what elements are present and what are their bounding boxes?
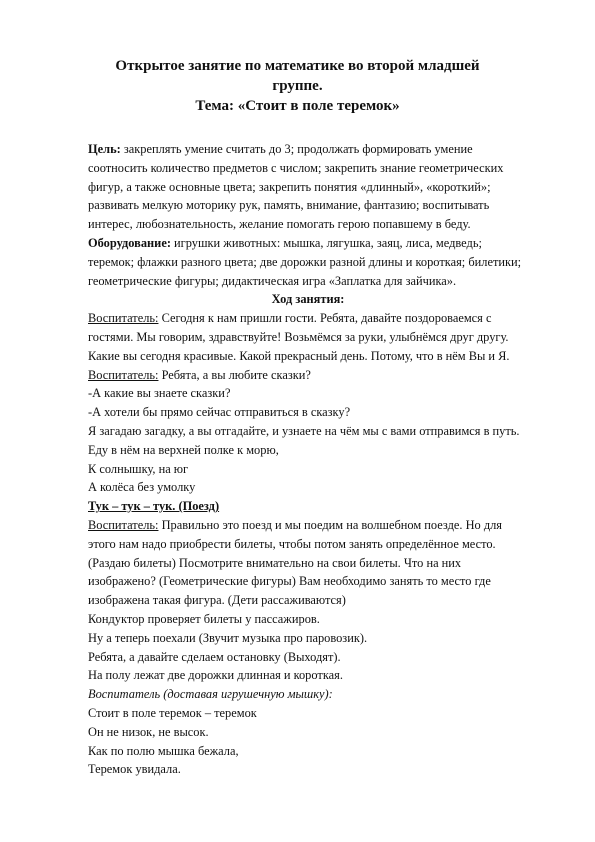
teacher-italic-line: Воспитатель (доставая игрушечную мышку):: [88, 687, 333, 702]
goal-label: Цель:: [88, 142, 121, 156]
teacher-text: Сегодня к нам пришли гости. Ребята, давайте поздороваемся с гостями. Мы говорим, здравствуйте! Возьмёмся за руки, улыбнёмся друг другу. Какие вы сегодня красивые. Какой прекрасный день. Потому, что в нём Вы и Я.: [88, 311, 510, 363]
document-title: [60, 56, 535, 116]
teacher-text: Правильно это поезд и мы поедим на волшебном поезде. Но для этого нам надо приобрести билеты, чтобы потом занять определённое место. (Раздаю билеты) Посмотрите внимательно на свои билеты. Что на них изображено? (Геометрические фигуры) Вам необходимо занять то место где изображена такая фигура. (Дети рассаживаются): [88, 517, 502, 608]
text-line: -А хотели бы прямо сейчас отправиться в сказку?: [88, 405, 351, 420]
document-body: [88, 140, 528, 779]
riddle-line: К солнышку, на юг: [88, 461, 189, 476]
teacher-paragraph-2: [88, 366, 528, 385]
teacher-text: Ребята, а вы любите сказки?: [158, 367, 311, 382]
text-line: На полу лежат две дорожки длинная и короткая.: [88, 668, 343, 683]
poem-line: Стоит в поле теремок – теремок: [88, 705, 257, 720]
equipment-text: игрушки животных: мышка, лягушка, заяц, лиса, медведь; теремок; флажки разного цвета; две дорожки разной длины и короткая; билетики; геометрические фигуры; дидактическая игра «Заплатка для зайчика».: [88, 235, 522, 288]
title-line: Открытое занятие по математике во второй младшей: [115, 58, 480, 74]
poem-line: Как по полю мышка бежала,: [88, 743, 239, 758]
riddle-answer: Тук – тук – тук. (Поезд): [88, 499, 220, 514]
teacher-paragraph-1: [88, 309, 528, 365]
text-line: Ребята, а давайте сделаем остановку (Выходят).: [88, 649, 341, 664]
teacher-label: Воспитатель:: [88, 311, 159, 326]
equipment-label: Оборудование:: [88, 235, 171, 250]
goal-text: закреплять умение считать до 3; продолжать формировать умение соотносить количество предметов с числом; закрепить знание геометрических фигур, а также основные цвета; закрепить понятия «длинный», «короткий»; развивать мелкую моторику рук, память, внимание, фантазию; воспитывать интерес, любознательность, желание помогать герою попавшему в беду.: [88, 142, 504, 232]
goal-paragraph: [88, 140, 528, 234]
lesson-heading: Ход занятия:: [271, 292, 345, 307]
text-line: Ну а теперь поехали (Звучит музыка про паровозик).: [88, 630, 368, 645]
riddle-line: А колёса без умолку: [88, 480, 196, 495]
teacher-paragraph-3: [88, 516, 528, 610]
teacher-label: Воспитатель:: [88, 517, 159, 532]
poem-line: Теремок увидала.: [88, 762, 181, 777]
equipment-paragraph: [88, 234, 528, 290]
topic-line: Тема: «Стоит в поле теремок»: [195, 98, 400, 114]
text-line: -А какие вы знаете сказки?: [88, 386, 231, 401]
poem-line: Он не низок, не высок.: [88, 724, 209, 739]
riddle-line: Еду в нём на верхней полке к морю,: [88, 442, 279, 457]
teacher-label: Воспитатель:: [88, 367, 159, 382]
text-line: Кондуктор проверяет билеты у пассажиров.: [88, 611, 320, 626]
text-line: Я загадаю загадку, а вы отгадайте, и узнаете на чём мы с вами отправимся в путь.: [88, 423, 520, 438]
title-line: группе.: [272, 78, 323, 94]
